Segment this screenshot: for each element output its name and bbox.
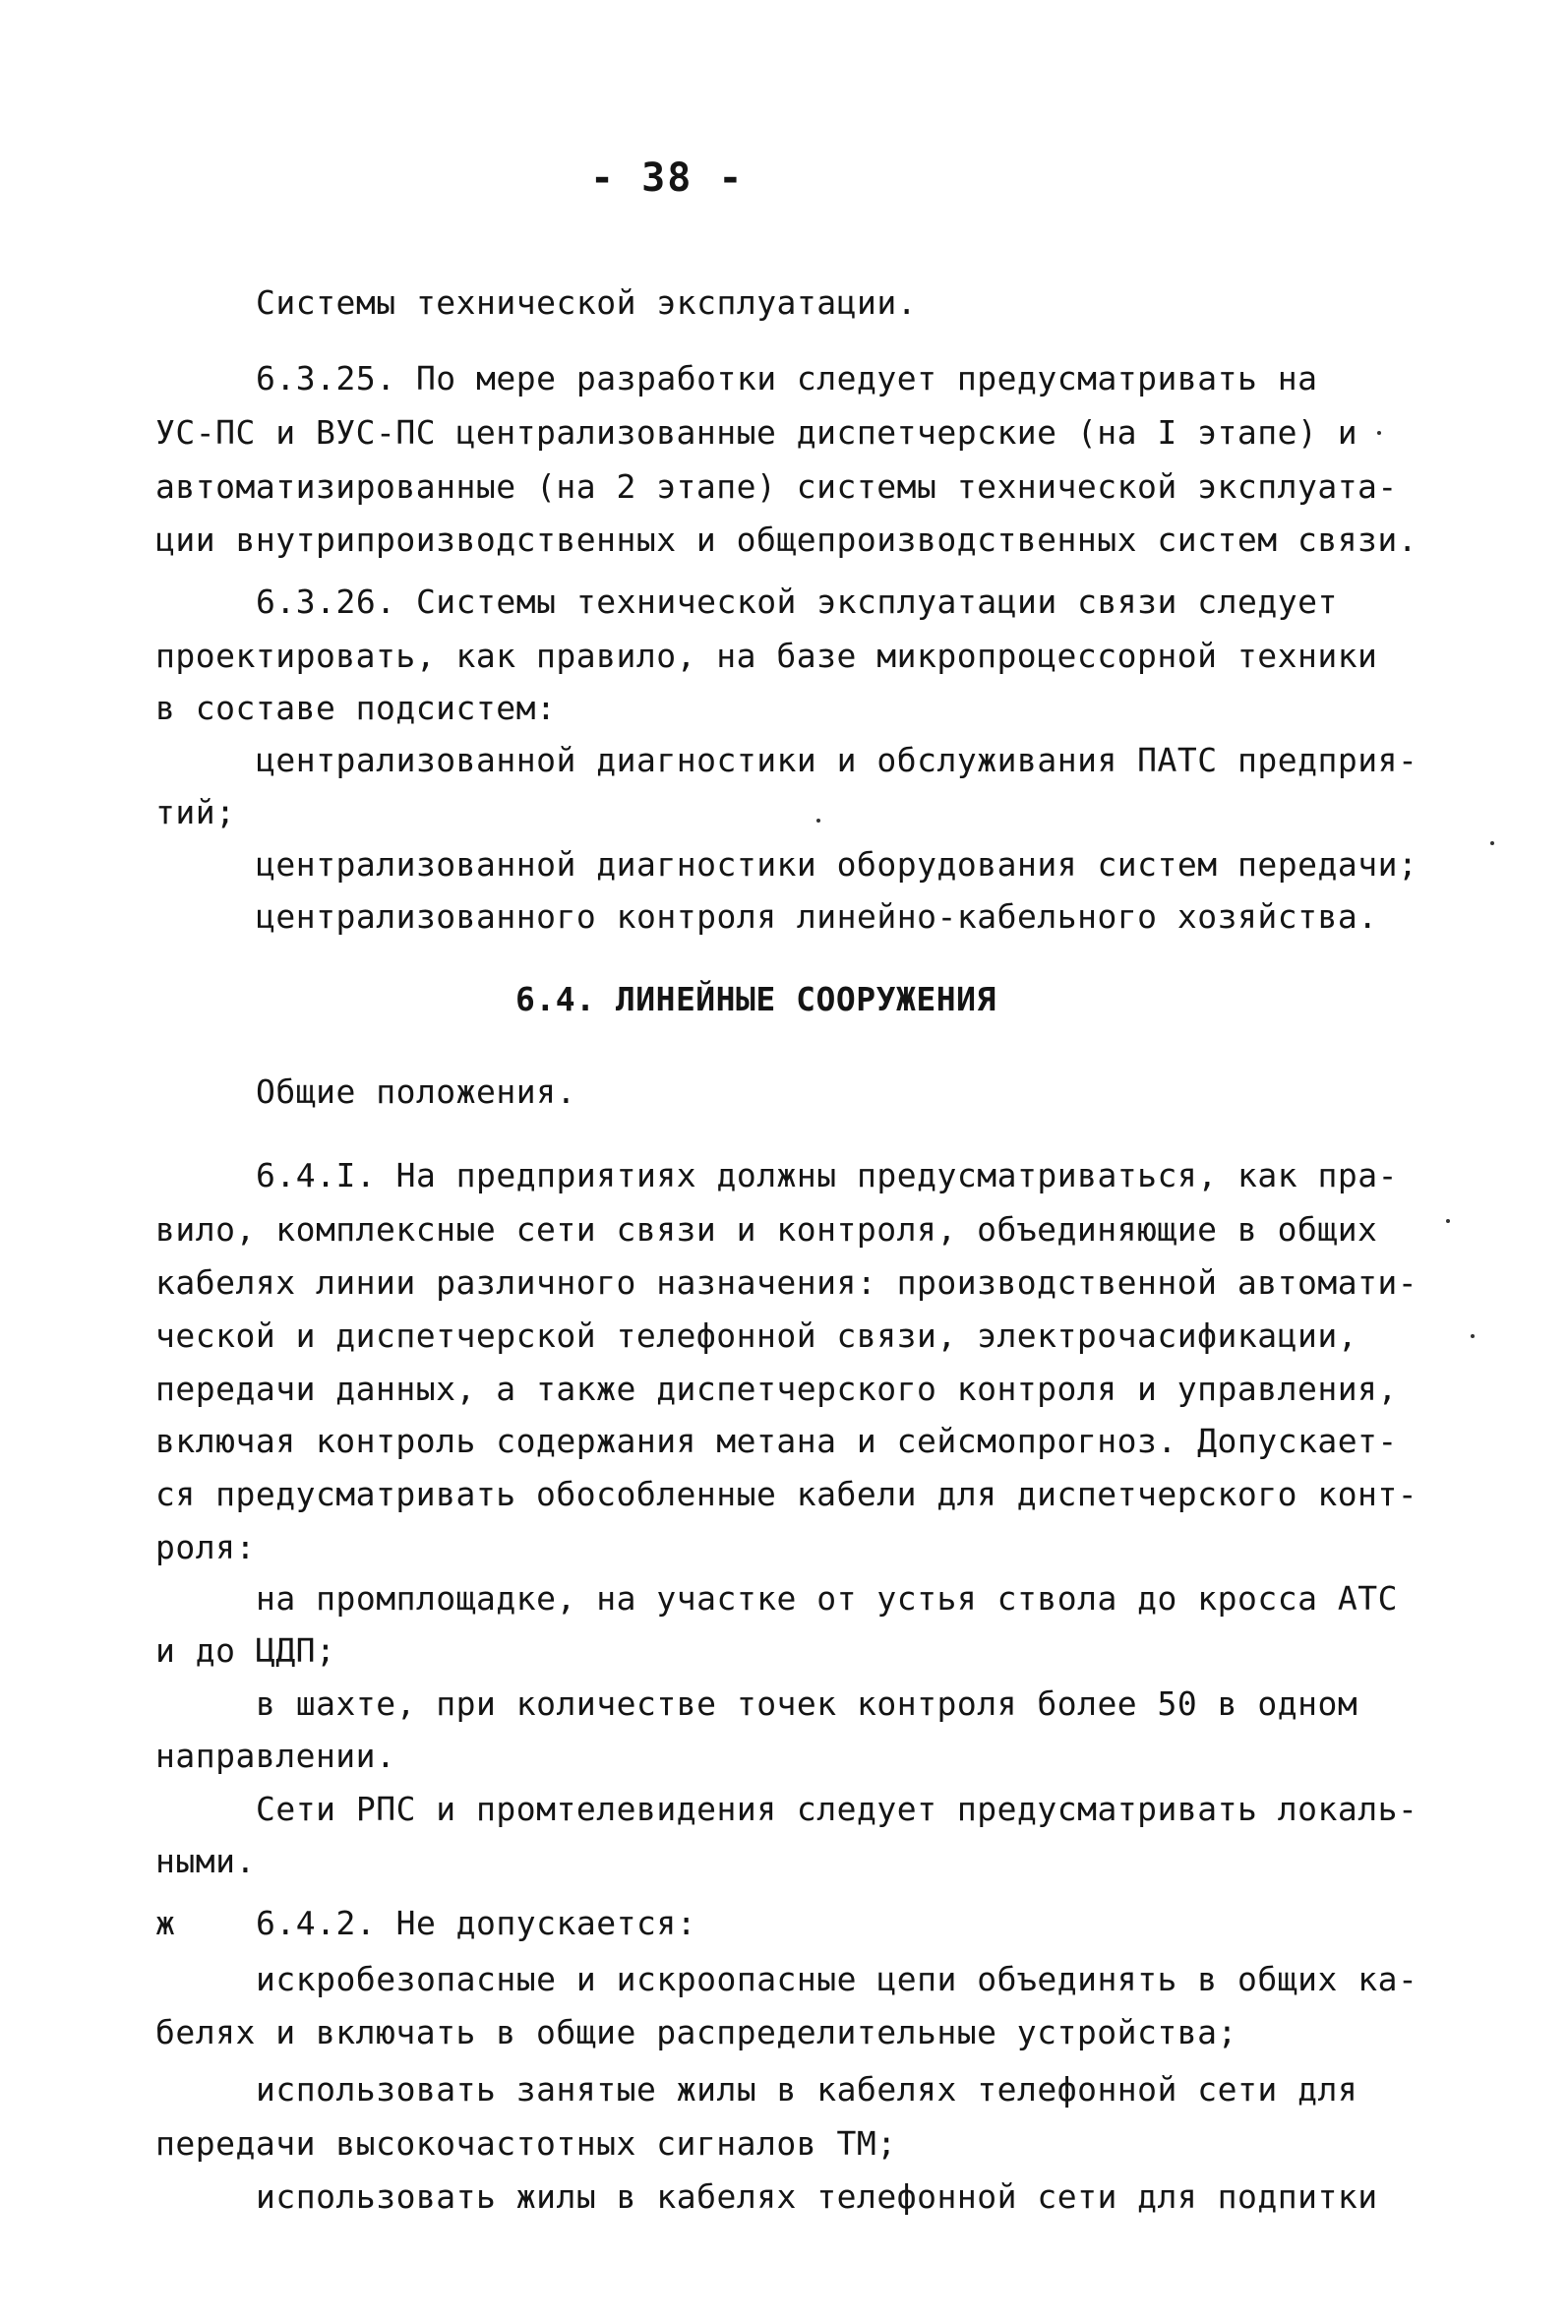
text-line: передачи данных, а также диспетчерского контроля и управления, [155,1370,1398,1408]
text-line: включая контроль содержания метана и сейсмопрогноз. Допускает- [155,1422,1398,1460]
text-line: тий; [155,793,236,831]
text-line: централизованной диагностики оборудования систем передачи; [256,845,1418,884]
subsection-title: Общие положения. [256,1072,576,1111]
scan-speck [1377,431,1381,435]
section-heading: 6.4. ЛИНЕЙНЫЕ СООРУЖЕНИЯ [515,980,996,1018]
text-line: УС-ПС и ВУС-ПС централизованные диспетчерские (на I этапе) и [155,413,1358,452]
text-line: белях и включать в общие распределительные устройства; [155,2013,1237,2051]
scan-speck [816,819,820,823]
margin-mark: ж [155,1904,176,1942]
scan-speck [1471,1334,1475,1338]
scan-speck [1490,841,1494,845]
text-line: в составе подсистем: [155,689,557,727]
text-line: использовать занятые жилы в кабелях телефонной сети для [256,2070,1358,2109]
text-line: использовать жилы в кабелях телефонной сети для подпитки [256,2177,1378,2216]
subsection-title: Системы технической эксплуатации. [256,283,918,322]
text-line: направлении. [155,1737,396,1775]
text-line: проектировать, как правило, на базе микропроцессорной техники [155,637,1378,675]
page-number: - 38 - [590,155,745,201]
text-line: и до ЦДП; [155,1631,336,1670]
scan-speck [1446,1219,1450,1223]
text-line: автоматизированные (на 2 этапе) системы технической эксплуата- [155,467,1398,506]
text-line: вило, комплексные сети связи и контроля, объединяющие в общих [155,1210,1378,1249]
text-line: ся предусматривать обособленные кабели для диспетчерского конт- [155,1475,1418,1513]
text-line: в шахте, при количестве точек контроля более 50 в одном [256,1684,1358,1723]
text-line: 6.4.I. На предприятиях должны предусматриваться, как пра- [256,1156,1398,1194]
text-line: 6.4.2. Не допускается: [256,1904,697,1942]
text-line: кабелях линии различного назначения: производственной автомати- [155,1263,1418,1302]
text-line: централизованной диагностики и обслуживания ПАТС предприя- [256,741,1418,779]
text-line: Сети РПС и промтелевидения следует предусматривать локаль- [256,1790,1418,1828]
text-line: 6.3.26. Системы технической эксплуатации связи следует [256,582,1338,621]
text-line: передачи высокочастотных сигналов ТМ; [155,2124,897,2163]
text-line: на промплощадке, на участке от устья ствола до кросса АТС [256,1579,1398,1618]
text-line: централизованного контроля линейно-кабельного хозяйства. [256,897,1378,936]
text-line: ными. [155,1842,256,1880]
text-line: 6.3.25. По мере разработки следует предусматривать на [256,359,1318,398]
text-line: искробезопасные и искроопасные цепи объединять в общих ка- [256,1960,1418,1998]
text-line: роля: [155,1528,256,1566]
text-line: ции внутрипроизводственных и общепроизводственных систем связи. [155,520,1418,559]
text-line: ческой и диспетчерской телефонной связи, электрочасификации, [155,1316,1358,1355]
